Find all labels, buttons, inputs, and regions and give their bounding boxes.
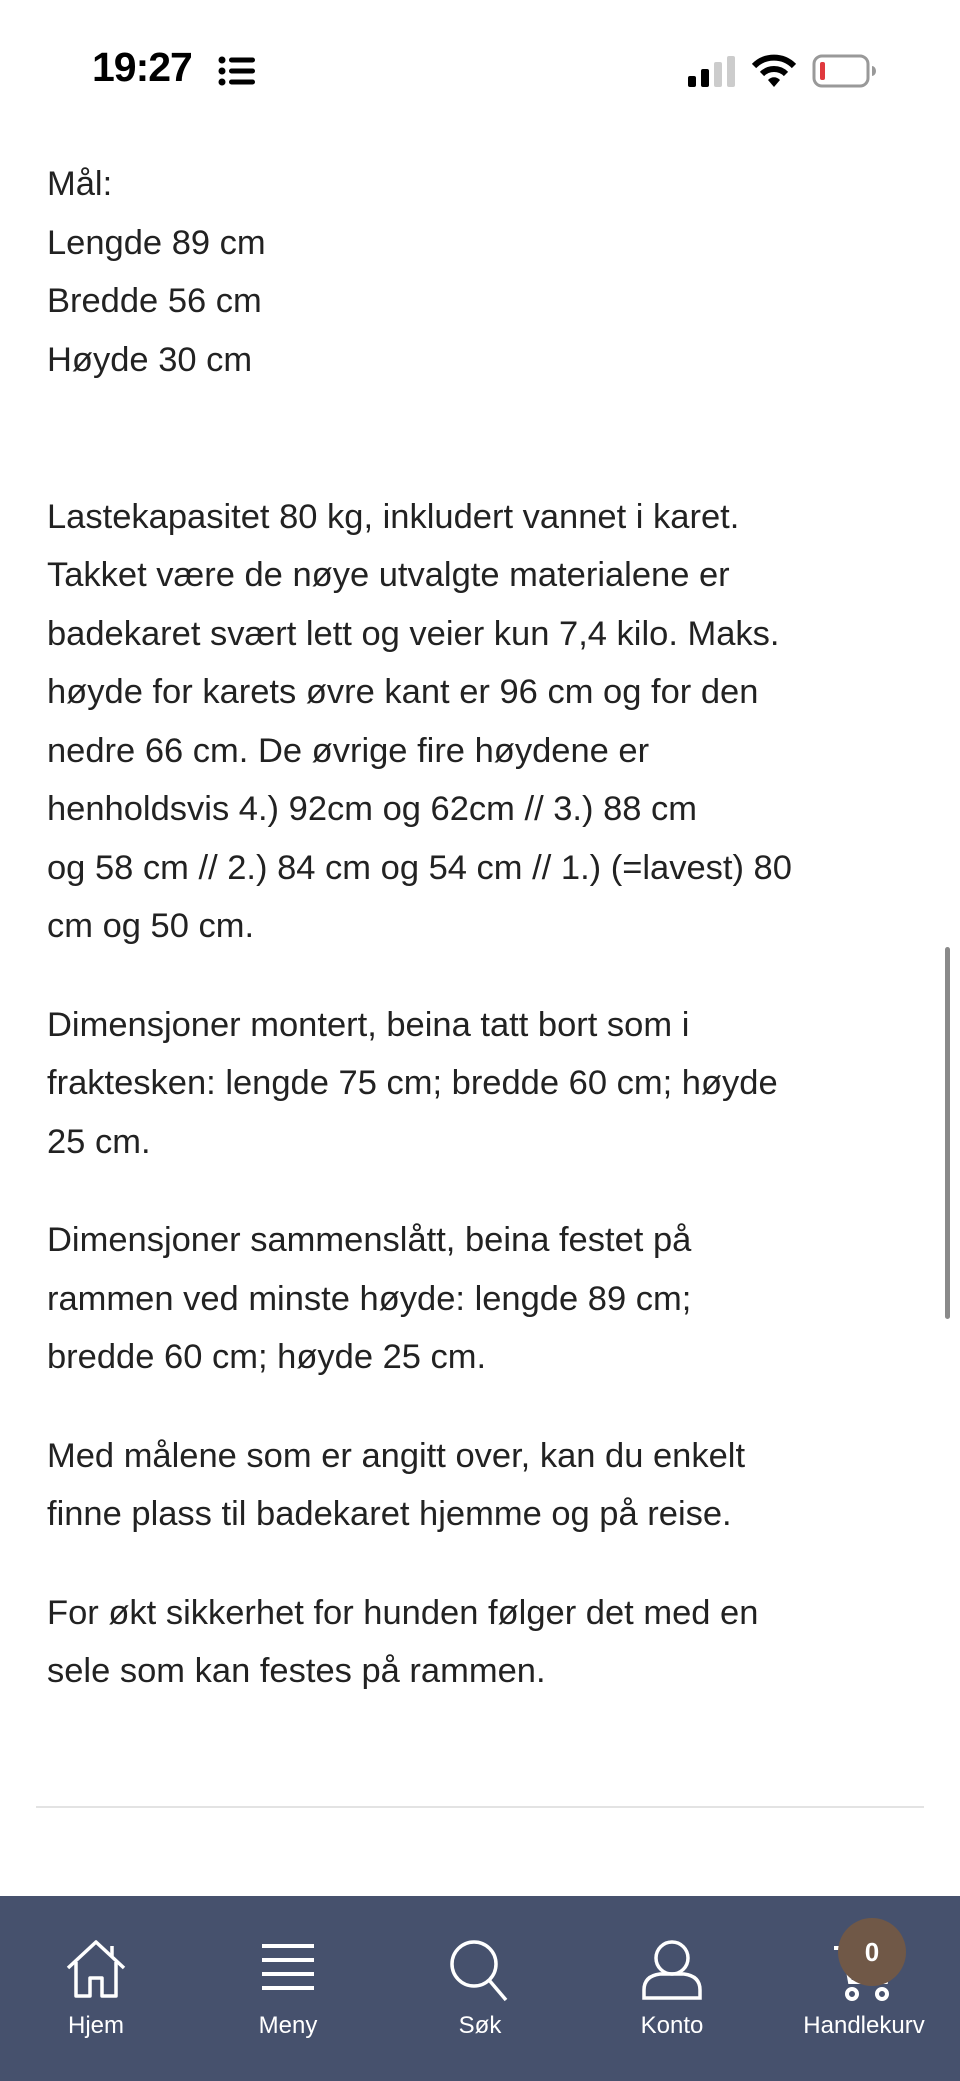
status-time: 19:27 — [92, 44, 192, 90]
user-icon — [640, 1938, 704, 2002]
scrollbar[interactable] — [945, 947, 950, 1319]
text-line: Mål: — [47, 165, 113, 203]
nav-account[interactable] — [576, 1896, 768, 2081]
text-line: Lengde 89 cm — [47, 223, 266, 262]
text-line: 25 cm. — [47, 1122, 151, 1161]
nav-menu[interactable] — [192, 1896, 384, 2081]
text-line: rammen ved minste høyde: lengde 89 cm; — [47, 1279, 692, 1318]
text-line: Takket være de nøye utvalgte materialene er — [47, 556, 730, 594]
list-icon — [218, 56, 256, 86]
home-icon — [64, 1938, 128, 2002]
battery-icon — [812, 54, 876, 88]
cellular-signal-icon — [688, 56, 736, 88]
text-line: badekaret svært lett og veier kun 7,4 kilo. Maks. — [47, 614, 780, 653]
nav-home[interactable] — [0, 1896, 192, 2081]
description-paragraph — [47, 1427, 927, 1544]
text-line: sele som kan festes på rammen. — [47, 1652, 546, 1690]
nav-cart[interactable] — [768, 1896, 960, 2081]
text-line: Med målene som er angitt over, kan du enkelt — [47, 1436, 746, 1475]
text-line: For økt sikkerhet for hunden følger det med en — [47, 1593, 759, 1632]
nav-label: Søk — [458, 2012, 502, 2039]
text-line: Høyde 30 cm — [47, 340, 253, 379]
text-line: henholdsvis 4.) 92cm og 62cm // 3.) 88 cm — [47, 790, 698, 828]
text-line: Dimensjoner montert, beina tatt bort som i — [47, 1005, 690, 1044]
menu-icon — [256, 1938, 320, 2002]
cart-count-badge: 0 — [838, 1918, 906, 1986]
description-paragraph — [47, 1211, 927, 1387]
description-paragraph — [47, 1584, 927, 1701]
text-line: fraktesken: lengde 75 cm; bredde 60 cm; høyde — [47, 1064, 778, 1102]
product-description — [47, 155, 927, 1741]
description-paragraph — [47, 996, 927, 1172]
search-icon — [448, 1938, 512, 2002]
nav-label: Handlekurv — [803, 2012, 925, 2039]
text-line: finne plass til badekaret hjemme og på reise. — [47, 1495, 732, 1533]
text-line: cm og 50 cm. — [47, 907, 255, 945]
nav-search[interactable] — [384, 1896, 576, 2081]
bottom-nav — [0, 1896, 960, 2081]
text-line: Dimensjoner sammenslått, beina festet på — [47, 1221, 692, 1259]
text-line: nedre 66 cm. De øvrige fire høydene er — [47, 731, 650, 770]
status-bar — [0, 0, 960, 140]
text-line: bredde 60 cm; høyde 25 cm. — [47, 1338, 487, 1376]
description-paragraph — [47, 488, 927, 956]
text-line: Lastekapasitet 80 kg, inkludert vannet i karet. — [47, 497, 740, 536]
text-line: høyde for karets øvre kant er 96 cm og for den — [47, 673, 759, 711]
text-line: Bredde 56 cm — [47, 282, 262, 320]
dimensions-block — [47, 155, 927, 448]
wifi-icon — [752, 54, 796, 88]
divider — [36, 1806, 924, 1808]
nav-label: Konto — [640, 2012, 704, 2039]
nav-label: Meny — [258, 2012, 318, 2039]
nav-label: Hjem — [67, 2012, 124, 2039]
text-line: og 58 cm // 2.) 84 cm og 54 cm // 1.) (=lavest) 80 — [47, 848, 792, 887]
